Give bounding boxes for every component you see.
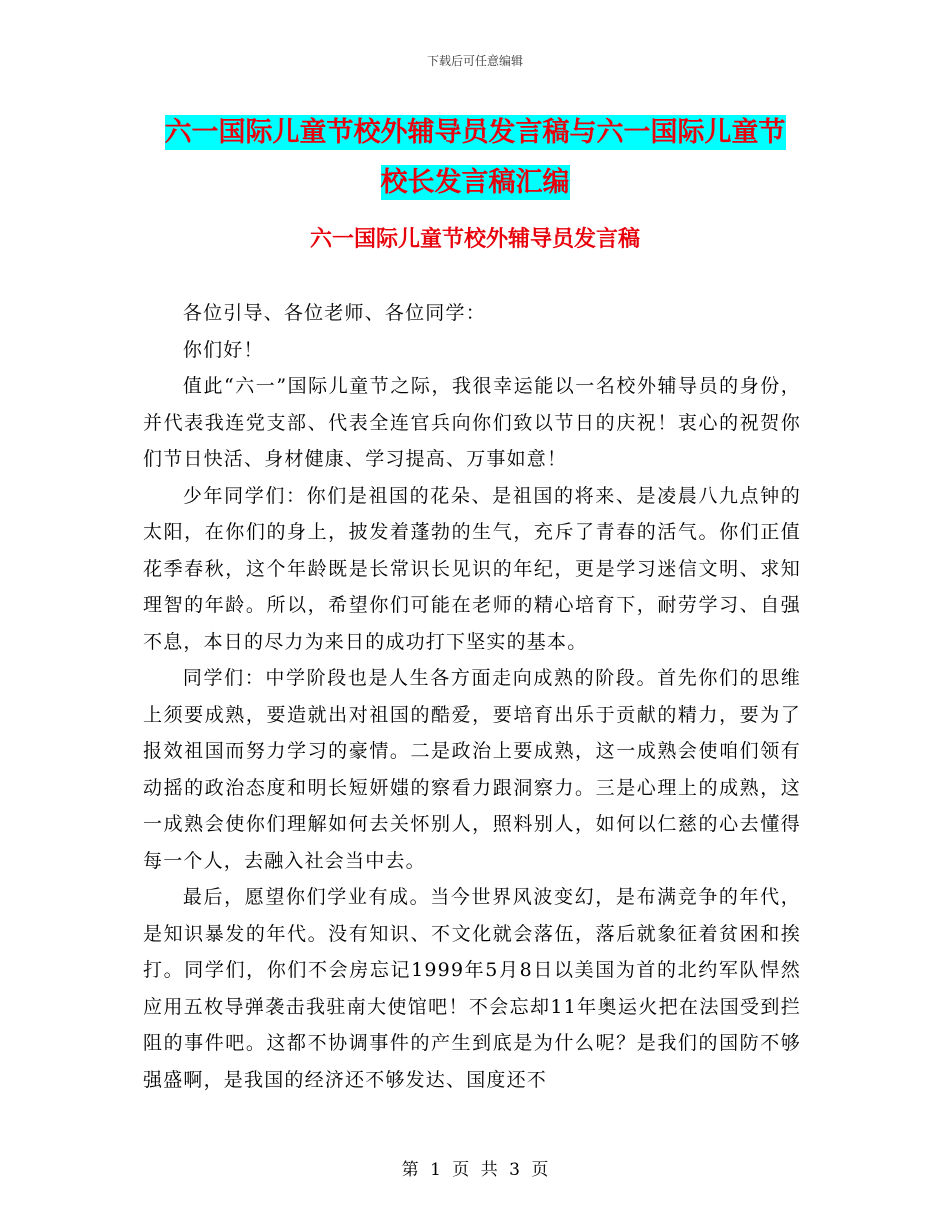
paragraph: 值此“六一”国际儿童节之际，我很幸运能以一名校外辅导员的身份，并代表我连党支部、代表全连官兵向你们致以节日的庆祝！衷心的祝贺你们节日快活、身材健康、学习提高、万事如意！ xyxy=(143,375,801,470)
document-body xyxy=(143,295,801,1098)
paragraph: 最后，愿望你们学业有成。当今世界风波变幻，是布满竞争的年代，是知识暴发的年代。没有知识、不文化就会落伍，落后就象征着贫困和挨打。同学们，你们不会房忘记1999年5月8日以美国为首的北约军队悍然应用五枚导弹袭击我驻南大使馆吧！不会忘却11年奥运火把在法国受到拦阻的事件吧。这都不协调事件的产生到底是为什么呢？是我们的国防不够强盛啊，是我国的经济还不够发达、国度还不 xyxy=(143,886,801,1091)
page-number-footer: 第 1 页 共 3 页 xyxy=(401,1160,549,1180)
paragraph-greeting: 你们好！ xyxy=(182,338,264,361)
document-title-line-2: 校长发言稿汇编 xyxy=(380,167,570,198)
paragraph: 同学们：中学阶段也是人生各方面走向成熟的阶段。首先你们的思维上须要成熟，要造就出对祖国的酷爱，要培育出乐于贡献的精力，要为了报效祖国而努力学习的豪情。二是政治上要成熟，这一成熟会使咱们领有动摇的政治态度和明长短妍媸的察看力跟洞察力。三是心理上的成熟，这一成熟会使你们理解如何去关怀别人，照料别人，如何以仁慈的心去懂得每一个人，去融入社会当中去。 xyxy=(143,667,801,872)
paragraph: 少年同学们：你们是祖国的花朵、是祖国的将来、是凌晨八九点钟的太阳，在你们的身上，披发着蓬勃的生气，充斥了青春的活气。你们正值花季春秋，这个年龄既是长常识长见识的年纪，更是学习迷信文明、求知理智的年龄。所以，希望你们可能在老师的精心培育下，耐劳学习、自强不息，本日的尽力为来日的成功打下坚实的基本。 xyxy=(143,484,801,653)
document-title-line-1: 六一国际儿童节校外辅导员发言稿与六一国际儿童节 xyxy=(164,117,786,148)
paragraph-salutation: 各位引导、各位老师、各位同学： xyxy=(182,302,486,324)
page-header-note: 下载后可任意编辑 xyxy=(426,54,523,68)
document-title xyxy=(0,108,950,208)
section-heading: 六一国际儿童节校外辅导员发言稿 xyxy=(309,227,640,252)
